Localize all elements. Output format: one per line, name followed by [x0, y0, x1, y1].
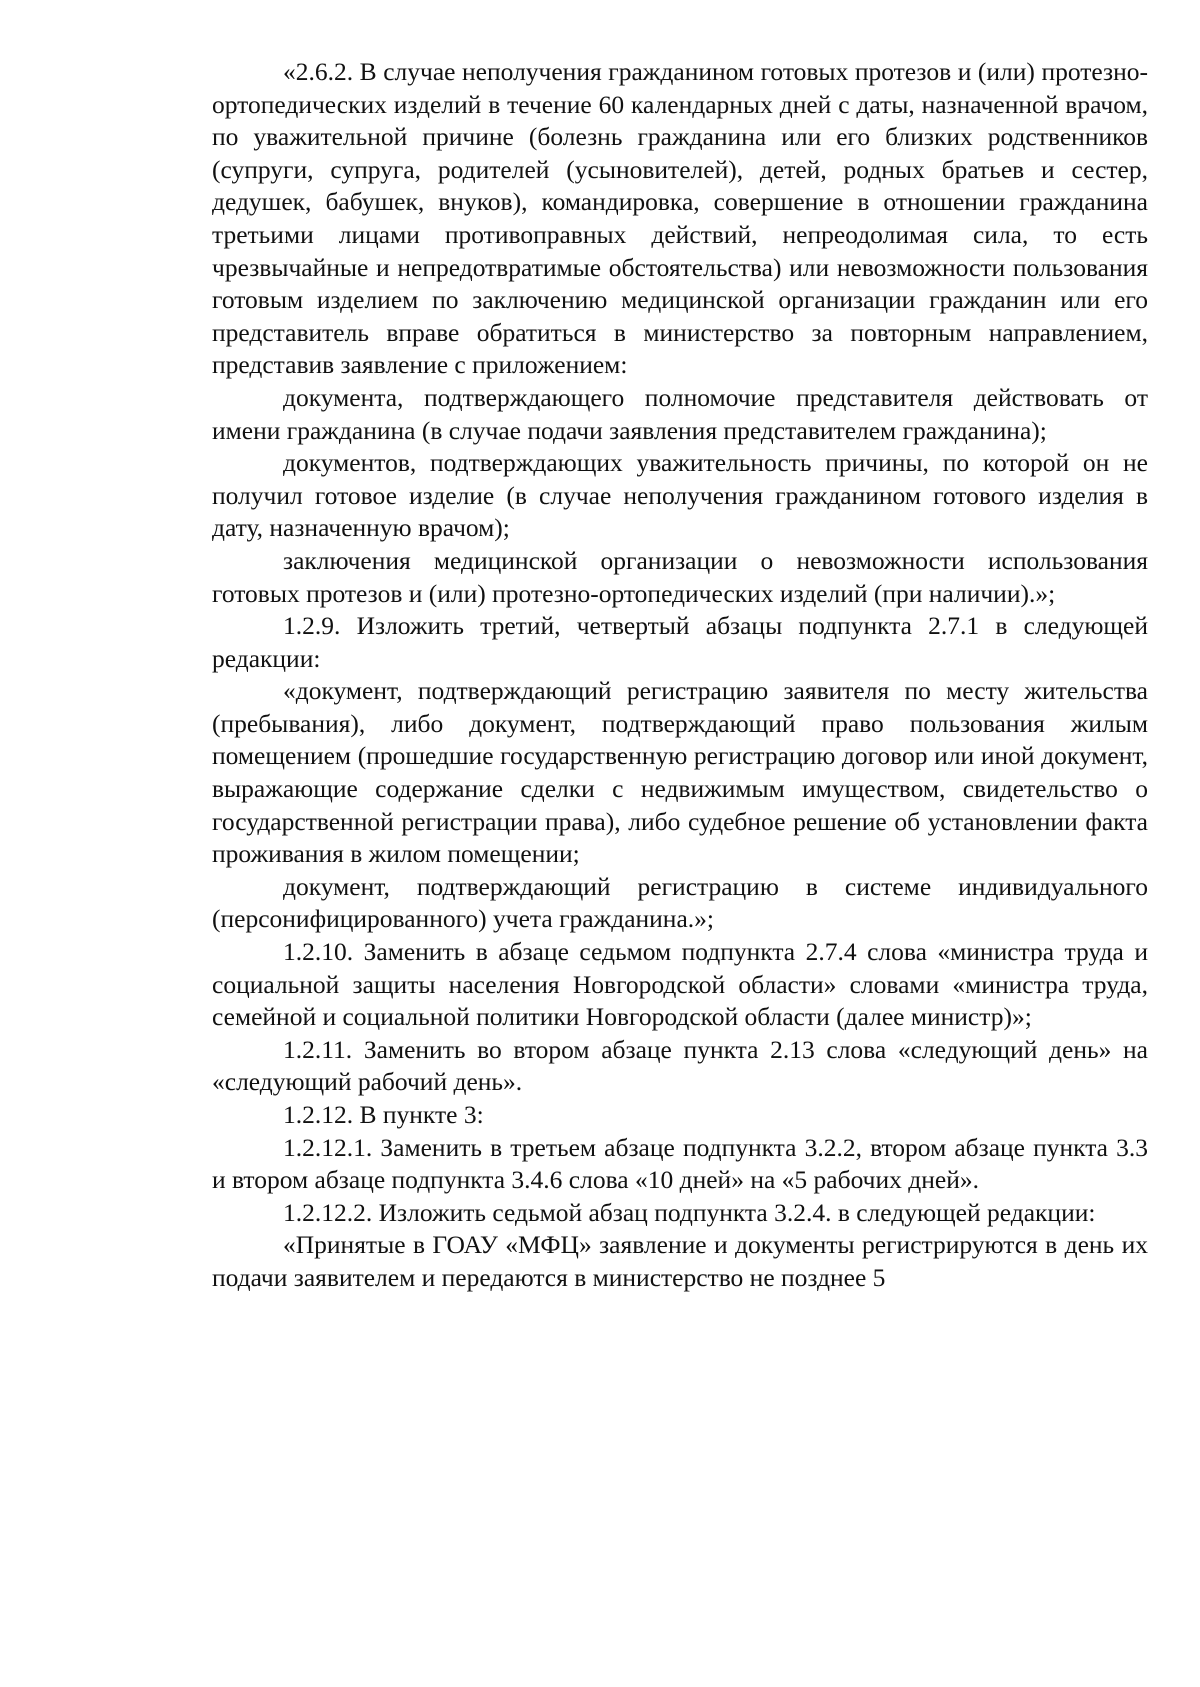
paragraph-mfc-registration: «Принятые в ГОАУ «МФЦ» заявление и документы регистрируются в день их подачи заявителем и передаются в министерство не позднее 5	[212, 1230, 1148, 1292]
paragraph-individual-accounting: документ, подтверждающий регистрацию в системе индивидуального (персонифицированного) учета гражданина.»;	[212, 871, 1148, 934]
paragraph-1-2-12-1: 1.2.12.1. Заменить в третьем абзаце подпункта 3.2.2, втором абзаце пункта 3.3 и втором абзаце подпункта 3.4.6 слова «10 дней» на «5 рабочих дней».	[212, 1132, 1148, 1195]
paragraph-representative-authority: документа, подтверждающего полномочие представителя действовать от имени гражданина (в случае подачи заявления представителем гражданина);	[212, 382, 1148, 445]
paragraph-registration-document: «документ, подтверждающий регистрацию заявителя по месту жительства (пребывания), либо документ, подтверждающий право пользования жилым помещением (прошедшие государственную регистрацию договор или иной документ, выражающие содержание сделки с недвижимым имуществом, свидетельство о государственной регистрации права), либо судебное решение об установлении факта проживания в жилом помещении;	[212, 676, 1148, 869]
paragraph-2-6-2: «2.6.2. В случае неполучения гражданином готовых протезов и (или) протезно-ортопедических изделий в течение 60 календарных дней с даты, назначенной врачом, по уважительной причине (болезнь гражданина или его близких родственников (супруги, супруга, родителей (усыновителей), детей, родных братьев и сестер, дедушек, бабушек, внуков), командировка, совершение в отношении гражданина третьими лицами противоправных действий, непреодолимая сила, то есть чрезвычайные и непредотвратимые обстоятельства) или невозможности пользования готовым изделием по заключению медицинской организации гражданин или его представитель вправе обратиться в министерство за повторным направлением, представив заявление с приложением:	[212, 57, 1148, 380]
paragraph-1-2-11: 1.2.11. Заменить во втором абзаце пункта 2.13 слова «следующий день» на «следующий рабочий день».	[212, 1034, 1148, 1097]
document-page	[212, 56, 1148, 1295]
paragraph-1-2-12: 1.2.12. В пункте 3:	[283, 1100, 484, 1129]
paragraph-medical-conclusion: заключения медицинской организации о невозможности использования готовых протезов и (или) протезно-ортопедических изделий (при наличии).»;	[212, 545, 1148, 608]
paragraph-1-2-9: 1.2.9. Изложить третий, четвертый абзацы подпункта 2.7.1 в следующей редакции:	[212, 611, 1148, 673]
paragraph-valid-reason-documents: документов, подтверждающих уважительность причины, по которой он не получил готовое изделие (в случае неполучения гражданином готового изделия в дату, назначенную врачом);	[212, 448, 1148, 543]
paragraph-1-2-10: 1.2.10. Заменить в абзаце седьмом подпункта 2.7.4 слова «министра труда и социальной защиты населения Новгородской области» словами «министра труда, семейной и социальной политики Новгородской области (далее министр)»;	[212, 937, 1148, 1032]
paragraph-1-2-12-2: 1.2.12.2. Изложить седьмой абзац подпункта 3.2.4. в следующей редакции:	[283, 1197, 1096, 1227]
